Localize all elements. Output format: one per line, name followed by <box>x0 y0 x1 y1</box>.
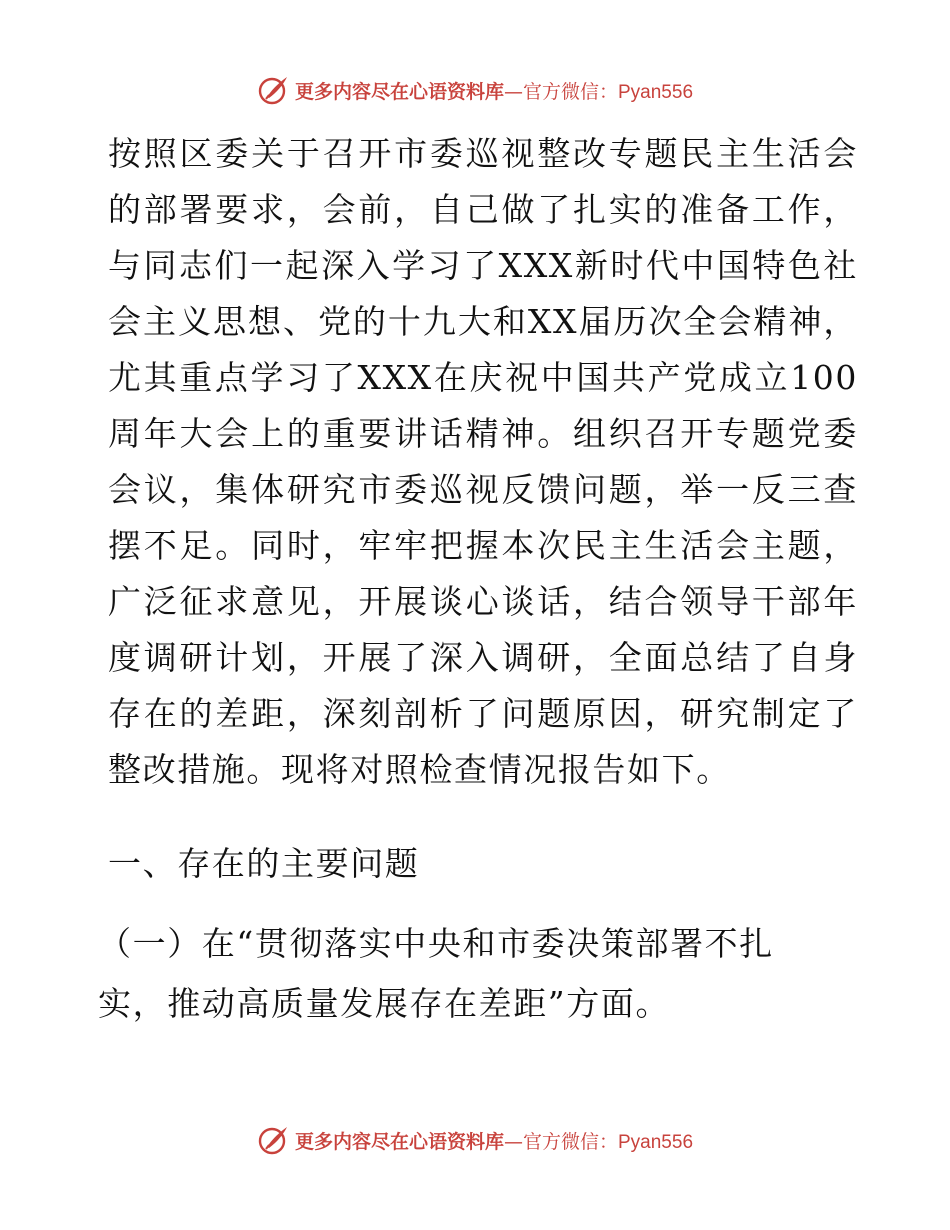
watermark-id: Pyan556 <box>618 81 694 103</box>
watermark-dash: — <box>503 1130 523 1153</box>
subsection-heading: （一）在“贯彻落实中央和市委决策部署不扎实，推动高质量发展存在差距”方面。 <box>98 924 774 1023</box>
watermark-text <box>295 77 693 104</box>
watermark-header <box>0 70 950 110</box>
body-paragraph: 按照区委关于召开市委巡视整改专题民主生活会的部署要求，会前，自己做了扎实的准备工作，与同志们一起深入学习了XXX新时代中国特色社会主义思想、党的十九大和XX届历次全会精神，尤其重点学习了XXX在庆祝中国共产党成立100周年大会上的重要讲话精神。组织召开专题党委会议，集体研究市委巡视反馈问题，举一反三查摆不足。同时，牢牢把握本次民主生活会主题，广泛征求意见，开展谈心谈话，结合领导干部年度调研计划，开展了深入调研，全面总结了自身存在的差距，深刻剖析了问题原因，研究制定了整改措施。现将对照检查情况报告如下。 <box>108 134 858 789</box>
watermark-label: 官方微信： <box>522 80 618 103</box>
watermark-footer <box>0 1120 950 1160</box>
watermark-id: Pyan556 <box>618 1131 694 1153</box>
quill-circle-icon <box>257 73 291 107</box>
watermark-text <box>295 1127 693 1154</box>
watermark-main-text: 更多内容尽在心语资料库 <box>294 1130 504 1153</box>
quill-circle-icon <box>257 1123 291 1157</box>
watermark-dash: — <box>503 80 523 103</box>
section-heading: 一、存在的主要问题 <box>108 844 420 883</box>
watermark-main-text: 更多内容尽在心语资料库 <box>294 80 504 103</box>
watermark-label: 官方微信： <box>522 1130 618 1153</box>
